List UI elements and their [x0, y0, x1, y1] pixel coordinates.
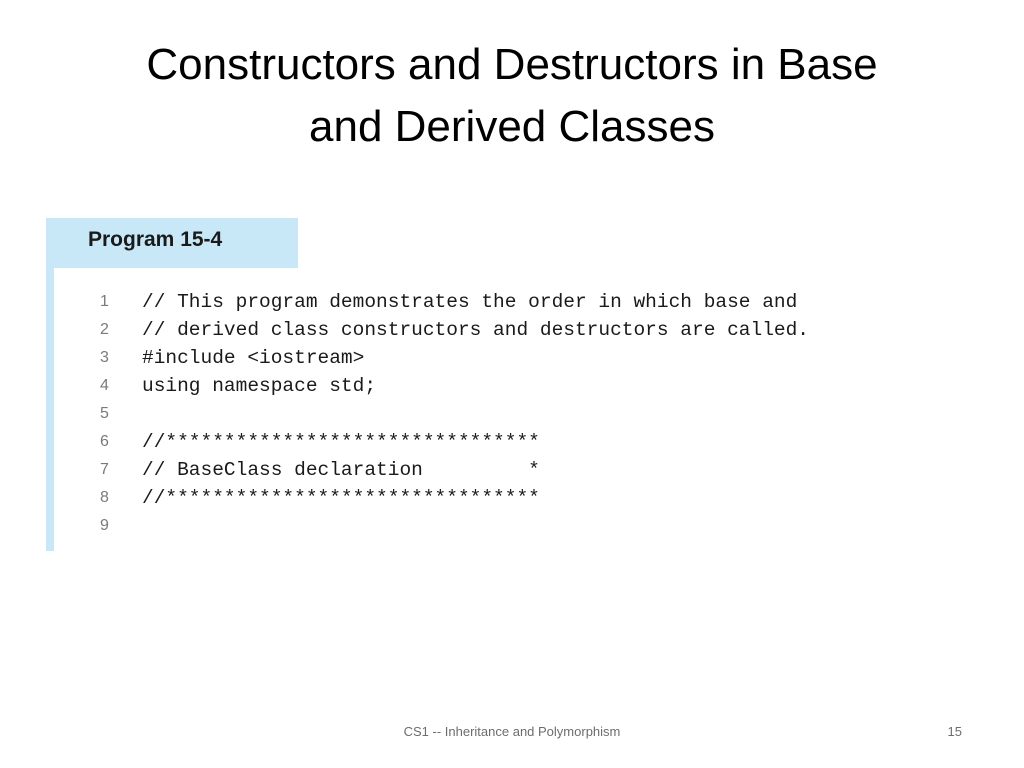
line-number: 2 — [100, 321, 109, 338]
line-number: 8 — [100, 489, 109, 506]
code-line — [46, 456, 540, 484]
line-code: #include <iostream> — [142, 347, 365, 369]
line-number: 5 — [100, 405, 109, 422]
line-code: // derived class constructors and destructors are called. — [142, 319, 810, 341]
line-number: 6 — [100, 433, 109, 450]
code-line — [46, 400, 109, 428]
line-code: //******************************** — [142, 431, 540, 453]
code-line — [46, 344, 365, 372]
line-number: 4 — [100, 377, 109, 394]
slide-title-line-1: Constructors and Destructors in Base — [146, 40, 878, 89]
program-header — [46, 218, 298, 268]
footer-course-title: CS1 -- Inheritance and Polymorphism — [403, 724, 621, 739]
line-number: 9 — [100, 517, 109, 534]
program-listing — [46, 218, 946, 551]
line-number: 1 — [100, 293, 109, 310]
code-line — [46, 288, 798, 316]
code-line — [46, 372, 377, 400]
footer-page-number: 15 — [947, 724, 962, 739]
code-lines — [46, 288, 810, 540]
line-code: using namespace std; — [142, 375, 377, 397]
line-number: 7 — [100, 461, 109, 478]
code-line — [46, 484, 540, 512]
line-code: // BaseClass declaration * — [142, 459, 540, 481]
slide-title — [60, 34, 964, 158]
slide-title-line-2: and Derived Classes — [309, 102, 715, 151]
code-line — [46, 512, 109, 540]
line-code: // This program demonstrates the order in which base and — [142, 291, 798, 313]
line-code: //******************************** — [142, 487, 540, 509]
line-number: 3 — [100, 349, 109, 366]
code-line — [46, 428, 540, 456]
program-label: Program 15-4 — [88, 228, 223, 251]
code-line — [46, 316, 810, 344]
